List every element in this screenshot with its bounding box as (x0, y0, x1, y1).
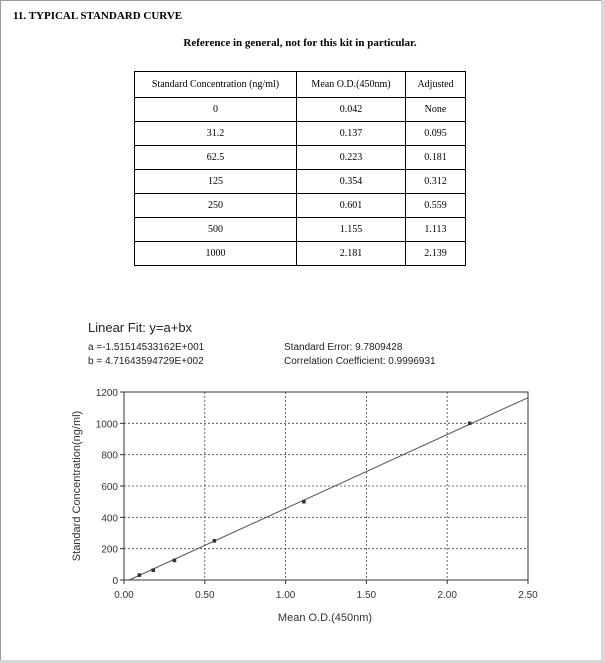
table-row (135, 242, 466, 266)
column-header: Adjusted (406, 72, 466, 98)
table-cell: 0.312 (406, 170, 466, 194)
chart-grid (124, 392, 528, 580)
y-tick-label: 1000 (95, 419, 118, 431)
column-header: Standard Concentration (ng/ml) (135, 72, 297, 98)
fit-correlation: Correlation Coefficient: 0.9996931 (284, 356, 436, 367)
x-tick-label: 2.50 (518, 590, 538, 601)
data-point (468, 422, 472, 426)
y-tick-label: 600 (101, 482, 118, 493)
data-point (173, 559, 177, 563)
table-cell: 1.113 (406, 218, 466, 242)
data-point (151, 568, 155, 572)
y-axis-ticks (96, 388, 124, 587)
table-cell: 0.223 (297, 146, 406, 170)
table-cell: 62.5 (135, 146, 297, 170)
table-row (135, 194, 466, 218)
table-cell: 1000 (135, 242, 297, 266)
y-tick-label: 1200 (95, 388, 118, 399)
table-cell: 125 (135, 170, 297, 194)
x-axis-ticks (114, 580, 538, 601)
table-row (135, 218, 466, 242)
table-row (135, 122, 466, 146)
table-cell: 0.137 (297, 122, 406, 146)
table-cell: 2.181 (297, 242, 406, 266)
table-cell: 0.601 (297, 194, 406, 218)
scrollbar-track (601, 0, 605, 663)
data-point (302, 500, 306, 504)
table-cell: 0.559 (406, 194, 466, 218)
table-cell: 1.155 (297, 218, 406, 242)
x-tick-label: 0.00 (114, 590, 134, 601)
x-axis-label: Mean O.D.(450nm) (277, 612, 373, 624)
y-tick-label: 0 (112, 576, 118, 587)
y-tick-label: 400 (101, 513, 118, 525)
table-row (135, 170, 466, 194)
table-cell: 31.2 (135, 122, 297, 146)
x-tick-label: 0.50 (195, 590, 215, 601)
y-axis-label: Standard Concentration(ng/ml) (71, 410, 83, 562)
table-cell: 0 (135, 98, 297, 122)
subtitle: Reference in general, not for this kit in particular. (183, 37, 417, 49)
table-cell: 0.181 (406, 146, 466, 170)
y-tick-label: 800 (101, 450, 118, 462)
fit-param-b: b = 4.71643594729E+002 (88, 356, 204, 367)
standard-table (134, 71, 466, 266)
x-tick-label: 1.00 (275, 590, 296, 601)
data-point (213, 539, 217, 543)
data-point (138, 573, 142, 577)
table-row (135, 146, 466, 170)
fit-param-a: a =-1.51514533162E+001 (88, 342, 205, 353)
table-cell: 0.095 (406, 122, 466, 146)
standard-curve-chart (0, 378, 560, 628)
x-tick-label: 1.50 (356, 590, 377, 601)
y-tick-label: 200 (101, 544, 118, 556)
column-header: Mean O.D.(450nm) (297, 72, 406, 98)
fit-title: Linear Fit: y=a+bx (88, 320, 193, 335)
table-cell: 0.354 (297, 170, 406, 194)
table-cell: None (406, 98, 466, 122)
section-title: 11. TYPICAL STANDARD CURVE (13, 10, 183, 22)
fit-standard-error: Standard Error: 9.7809428 (284, 342, 403, 353)
table-cell: 500 (135, 218, 297, 242)
x-tick-label: 2.00 (437, 590, 457, 601)
table-cell: 250 (135, 194, 297, 218)
table-cell: 0.042 (297, 98, 406, 122)
table-row (135, 98, 466, 122)
table-header-row (135, 72, 466, 98)
table-cell: 2.139 (406, 242, 466, 266)
